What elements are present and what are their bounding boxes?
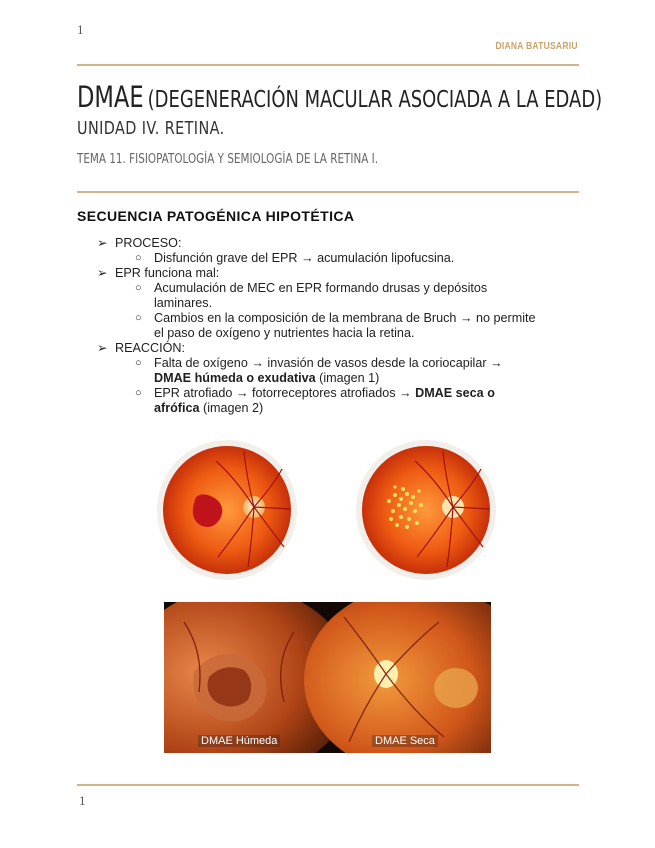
sub-list-item: ○ Cambios en la composición de la membrana de Bruch → no permite el paso de oxígeno y nutrientes hacia la retina. — [135, 311, 536, 340]
fundus-comparison-photo — [164, 602, 491, 753]
list-item: ➢ EPR funciona mal: — [97, 266, 220, 280]
author-name: DIANA BATUSARIU — [495, 41, 578, 52]
dry-amd-fundus-illustration — [355, 439, 497, 581]
section-heading: SECUENCIA PATOGÉNICA HIPOTÉTICA — [77, 208, 355, 224]
sub-list-item: ○ Disfunción grave del EPR → acumulación lipofucsina. — [135, 251, 455, 265]
footer-divider — [77, 784, 579, 786]
title-expansion: (DEGENERACIÓN MACULAR ASOCIADA A LA EDAD) — [147, 87, 603, 113]
title-divider — [77, 191, 579, 193]
arrow-bullet-icon: ➢ — [97, 266, 108, 280]
circle-bullet-icon: ○ — [135, 252, 142, 264]
circle-bullet-icon: ○ — [135, 357, 142, 369]
circle-bullet-icon: ○ — [135, 312, 142, 324]
page-title — [77, 80, 602, 114]
header-page-number: 1 — [77, 22, 84, 37]
title-acronym: DMAE — [77, 80, 144, 114]
circle-bullet-icon: ○ — [135, 387, 142, 399]
sub-list-item: ○ EPR atrofiado → fotorreceptores atrofiados → DMAE seca o afrófica (imagen 2) — [135, 386, 495, 415]
section-content — [77, 236, 582, 416]
dry-amd-label: DMAE Seca — [372, 735, 438, 747]
arrow-bullet-icon: ➢ — [97, 236, 108, 250]
sub-list-item: ○ Acumulación de MEC en EPR formando drusas y depósitos laminares. — [135, 281, 488, 310]
wet-amd-label: DMAE Húmeda — [198, 735, 280, 747]
circle-bullet-icon: ○ — [135, 282, 142, 294]
header-divider — [77, 64, 579, 66]
sub-list-item: ○ Falta de oxígeno → invasión de vasos desde la coriocapilar → DMAE húmeda o exudativa (imagen 1) — [135, 356, 503, 385]
footer-page-number: 1 — [79, 793, 86, 808]
wet-amd-fundus-illustration — [156, 439, 298, 581]
topic-line: TEMA 11. FISIOPATOLOGÍA Y SEMIOLOGÍA DE LA RETINA I. — [77, 152, 379, 167]
arrow-bullet-icon: ➢ — [97, 341, 108, 355]
fundus-photo-graphic — [164, 602, 491, 753]
list-item: ➢ PROCESO: — [97, 236, 182, 250]
list-item: ➢ REACCIÓN: — [97, 341, 185, 355]
unit-subtitle: UNIDAD IV. RETINA. — [77, 118, 225, 139]
